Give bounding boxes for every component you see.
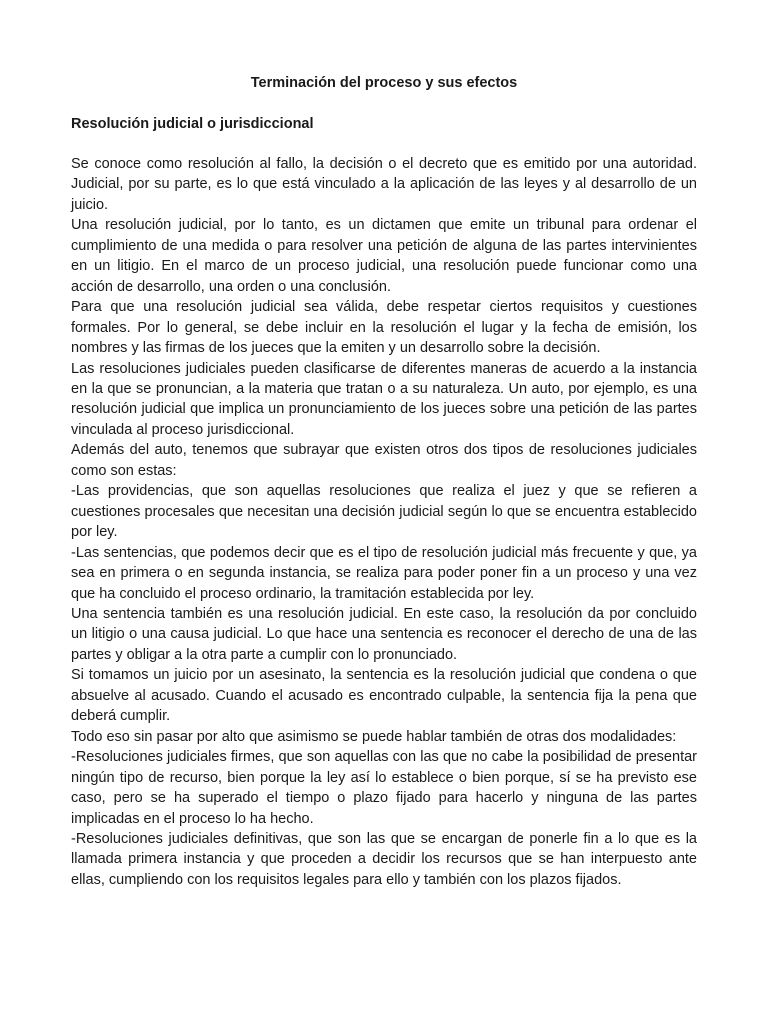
paragraph: Para que una resolución judicial sea válida, debe respetar ciertos requisitos y cuestiones formales. Por lo general, se debe incluir en la resolución el lugar y la fecha de emisión, los nombres y las firmas de los jueces que la emiten y un desarrollo sobre la decisión. — [71, 299, 697, 357]
document-page — [71, 72, 697, 890]
list-item: -Las providencias, que son aquellas resoluciones que realiza el juez y que se refieren a cuestiones procesales que necesitan una decisión judicial según lo que se encuentra establecido por ley. — [71, 483, 697, 541]
section-heading: Resolución judicial o jurisdiccional — [71, 116, 314, 132]
paragraph: Si tomamos un juicio por un asesinato, la sentencia es la resolución judicial que condena o que absuelve al acusado. Cuando el acusado es encontrado culpable, la sentencia fija la pena que deberá cumplir. — [71, 667, 697, 725]
paragraph: Una resolución judicial, por lo tanto, es un dictamen que emite un tribunal para ordenar el cumplimiento de una medida o para resolver una petición de alguna de las partes intervinientes en un litigio. En el marco de un proceso judicial, una resolución puede funcionar como una acción de desarrollo, una orden o una conclusión. — [71, 217, 697, 295]
document-body — [71, 154, 697, 890]
list-item: -Resoluciones judiciales definitivas, que son las que se encargan de ponerle fin a lo que es la llamada primera instancia y que proceden a decidir los recursos que se han interpuesto ante ellas, cumpliendo con los requisitos legales para ello y también con los plazos fijados. — [71, 830, 697, 888]
paragraph: Las resoluciones judiciales pueden clasificarse de diferentes maneras de acuerdo a la instancia en la que se pronuncian, a la materia que tratan o a su naturaleza. Un auto, por ejemplo, es una resolución judicial que implica un pronunciamiento de los jueces sobre una petición de las partes vinculada al proceso jurisdiccional. — [71, 360, 697, 438]
paragraph: Todo eso sin pasar por alto que asimismo se puede hablar también de otras dos modalidades: — [71, 728, 677, 745]
paragraph: Además del auto, tenemos que subrayar que existen otros dos tipos de resoluciones judiciales como son estas: — [71, 442, 697, 479]
list-item: -Las sentencias, que podemos decir que es el tipo de resolución judicial más frecuente y que, ya sea en primera o en segunda instancia, se realiza para poder poner fin a un proceso y una vez que ha concluido el proceso ordinario, la tramitación establecida por ley. — [71, 544, 697, 602]
paragraph: Una sentencia también es una resolución judicial. En este caso, la resolución da por concluido un litigio o una causa judicial. Lo que hace una sentencia es reconocer el derecho de una de las partes y obligar a la otra parte a cumplir con lo pronunciado. — [71, 605, 697, 663]
document-title: Terminación del proceso y sus efectos — [250, 75, 518, 91]
paragraph: Se conoce como resolución al fallo, la decisión o el decreto que es emitido por una autoridad. Judicial, por su parte, es lo que está vinculado a la aplicación de las leyes y al desarrollo de un juicio. — [71, 156, 697, 213]
list-item: -Resoluciones judiciales firmes, que son aquellas con las que no cabe la posibilidad de presentar ningún tipo de recurso, bien porque la ley así lo establece o bien porque, sí se ha previsto ese caso, pero se ha superado el tiempo o plazo fijado para hacerlo y ninguna de las partes implicadas en el proceso lo ha hecho. — [71, 749, 697, 827]
